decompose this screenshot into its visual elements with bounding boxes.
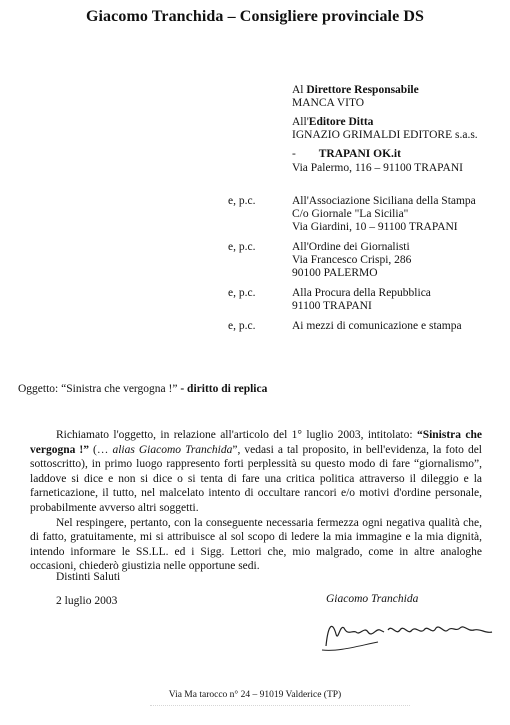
cc-line: 91100 TRAPANI bbox=[292, 300, 372, 312]
subject-bold: - diritto di replica bbox=[180, 383, 268, 395]
subject-line bbox=[18, 383, 267, 395]
body-paragraph-1 bbox=[30, 428, 482, 516]
addressee-direttore-name: MANCA VITO bbox=[292, 97, 365, 109]
body-paragraph-2: Nel respingere, pertanto, con la conseguente necessaria fermezza ogni negativa qualità che, di fatto, gratuitamente, mi si attribuisce al sol scopo di ledere la mia immagine e la mia dignità, intendo informare le SS.LL. ed i Sigg. Lettori che, mio malgrado, come in altre analoghe occasioni, chiederò giustizia nelle opportune sedi. bbox=[30, 516, 482, 573]
addressee-role: Editore Ditta bbox=[308, 116, 374, 128]
addressee-prefix: All' bbox=[292, 116, 309, 128]
testata-name: TRAPANI OK.it bbox=[318, 148, 401, 160]
p1-article-title: “Sinistra che vergogna !” bbox=[30, 429, 483, 456]
p1-text-b: (… bbox=[89, 443, 113, 456]
cc-line: C/o Giornale "La Sicilia" bbox=[292, 208, 409, 220]
handwritten-signature-icon bbox=[318, 606, 498, 654]
signature-name: Giacomo Tranchida bbox=[326, 593, 419, 605]
footer-divider bbox=[150, 705, 410, 711]
addressee-testata bbox=[292, 148, 401, 161]
testata-address: Via Palermo, 116 – 91100 TRAPANI bbox=[292, 162, 463, 174]
cc-line: All'Ordine dei Giornalisti bbox=[292, 241, 410, 253]
letter-body bbox=[30, 428, 482, 574]
letter-header-title: Giacomo Tranchida – Consigliere provinciale DS bbox=[85, 8, 425, 25]
cc-label: e, p.c. bbox=[228, 241, 256, 253]
cc-line: Ai mezzi di comunicazione e stampa bbox=[292, 320, 462, 332]
subject-prefix: Oggetto: “Sinistra che vergogna !” bbox=[18, 383, 181, 395]
closing-salutation: Distinti Saluti bbox=[56, 571, 121, 583]
cc-line: All'Associazione Siciliana della Stampa bbox=[292, 195, 476, 207]
letter-date: 2 luglio 2003 bbox=[56, 595, 118, 607]
p1-text-a: Richiamato l'oggetto, in relazione all'articolo del 1° luglio 2003, intitolato: bbox=[56, 429, 417, 441]
cc-label: e, p.c. bbox=[228, 195, 256, 207]
footer-address: Via Ma tarocco n° 24 – 91019 Valderice (TP) bbox=[168, 690, 342, 700]
p1-alias: alias Giacomo Tranchida bbox=[112, 443, 233, 456]
addressee-editore bbox=[292, 116, 373, 129]
cc-line: Via Francesco Crispi, 286 bbox=[292, 254, 412, 266]
testata-dash: - bbox=[292, 148, 296, 160]
cc-line: Alla Procura della Repubblica bbox=[292, 287, 431, 299]
cc-label: e, p.c. bbox=[228, 287, 256, 299]
cc-line: Via Giardini, 10 – 91100 TRAPANI bbox=[292, 221, 458, 233]
addressee-editore-name: IGNAZIO GRIMALDI EDITORE s.a.s. bbox=[292, 129, 478, 141]
addressee-prefix: Al bbox=[292, 84, 307, 96]
cc-line: 90100 PALERMO bbox=[292, 267, 378, 279]
addressee-direttore bbox=[292, 84, 419, 97]
cc-label: e, p.c. bbox=[228, 320, 256, 332]
p1-text-c: ”, vedasi a tal proposito, in bell'evidenza, la foto del sottoscritto), in primo luogo rappresento forti perplessità su questo modo di fare “giornalismo”, laddove si dice e non si dice o si tenta di fare una critica politica attraverso il dileggio e la farneticazione, il tutto, nel malcelato intento di occultare rancori e/o motivi d'ordine personale, probabilmente avverso altri soggetti. bbox=[30, 443, 482, 514]
addressee-role: Direttore Responsabile bbox=[306, 84, 419, 96]
